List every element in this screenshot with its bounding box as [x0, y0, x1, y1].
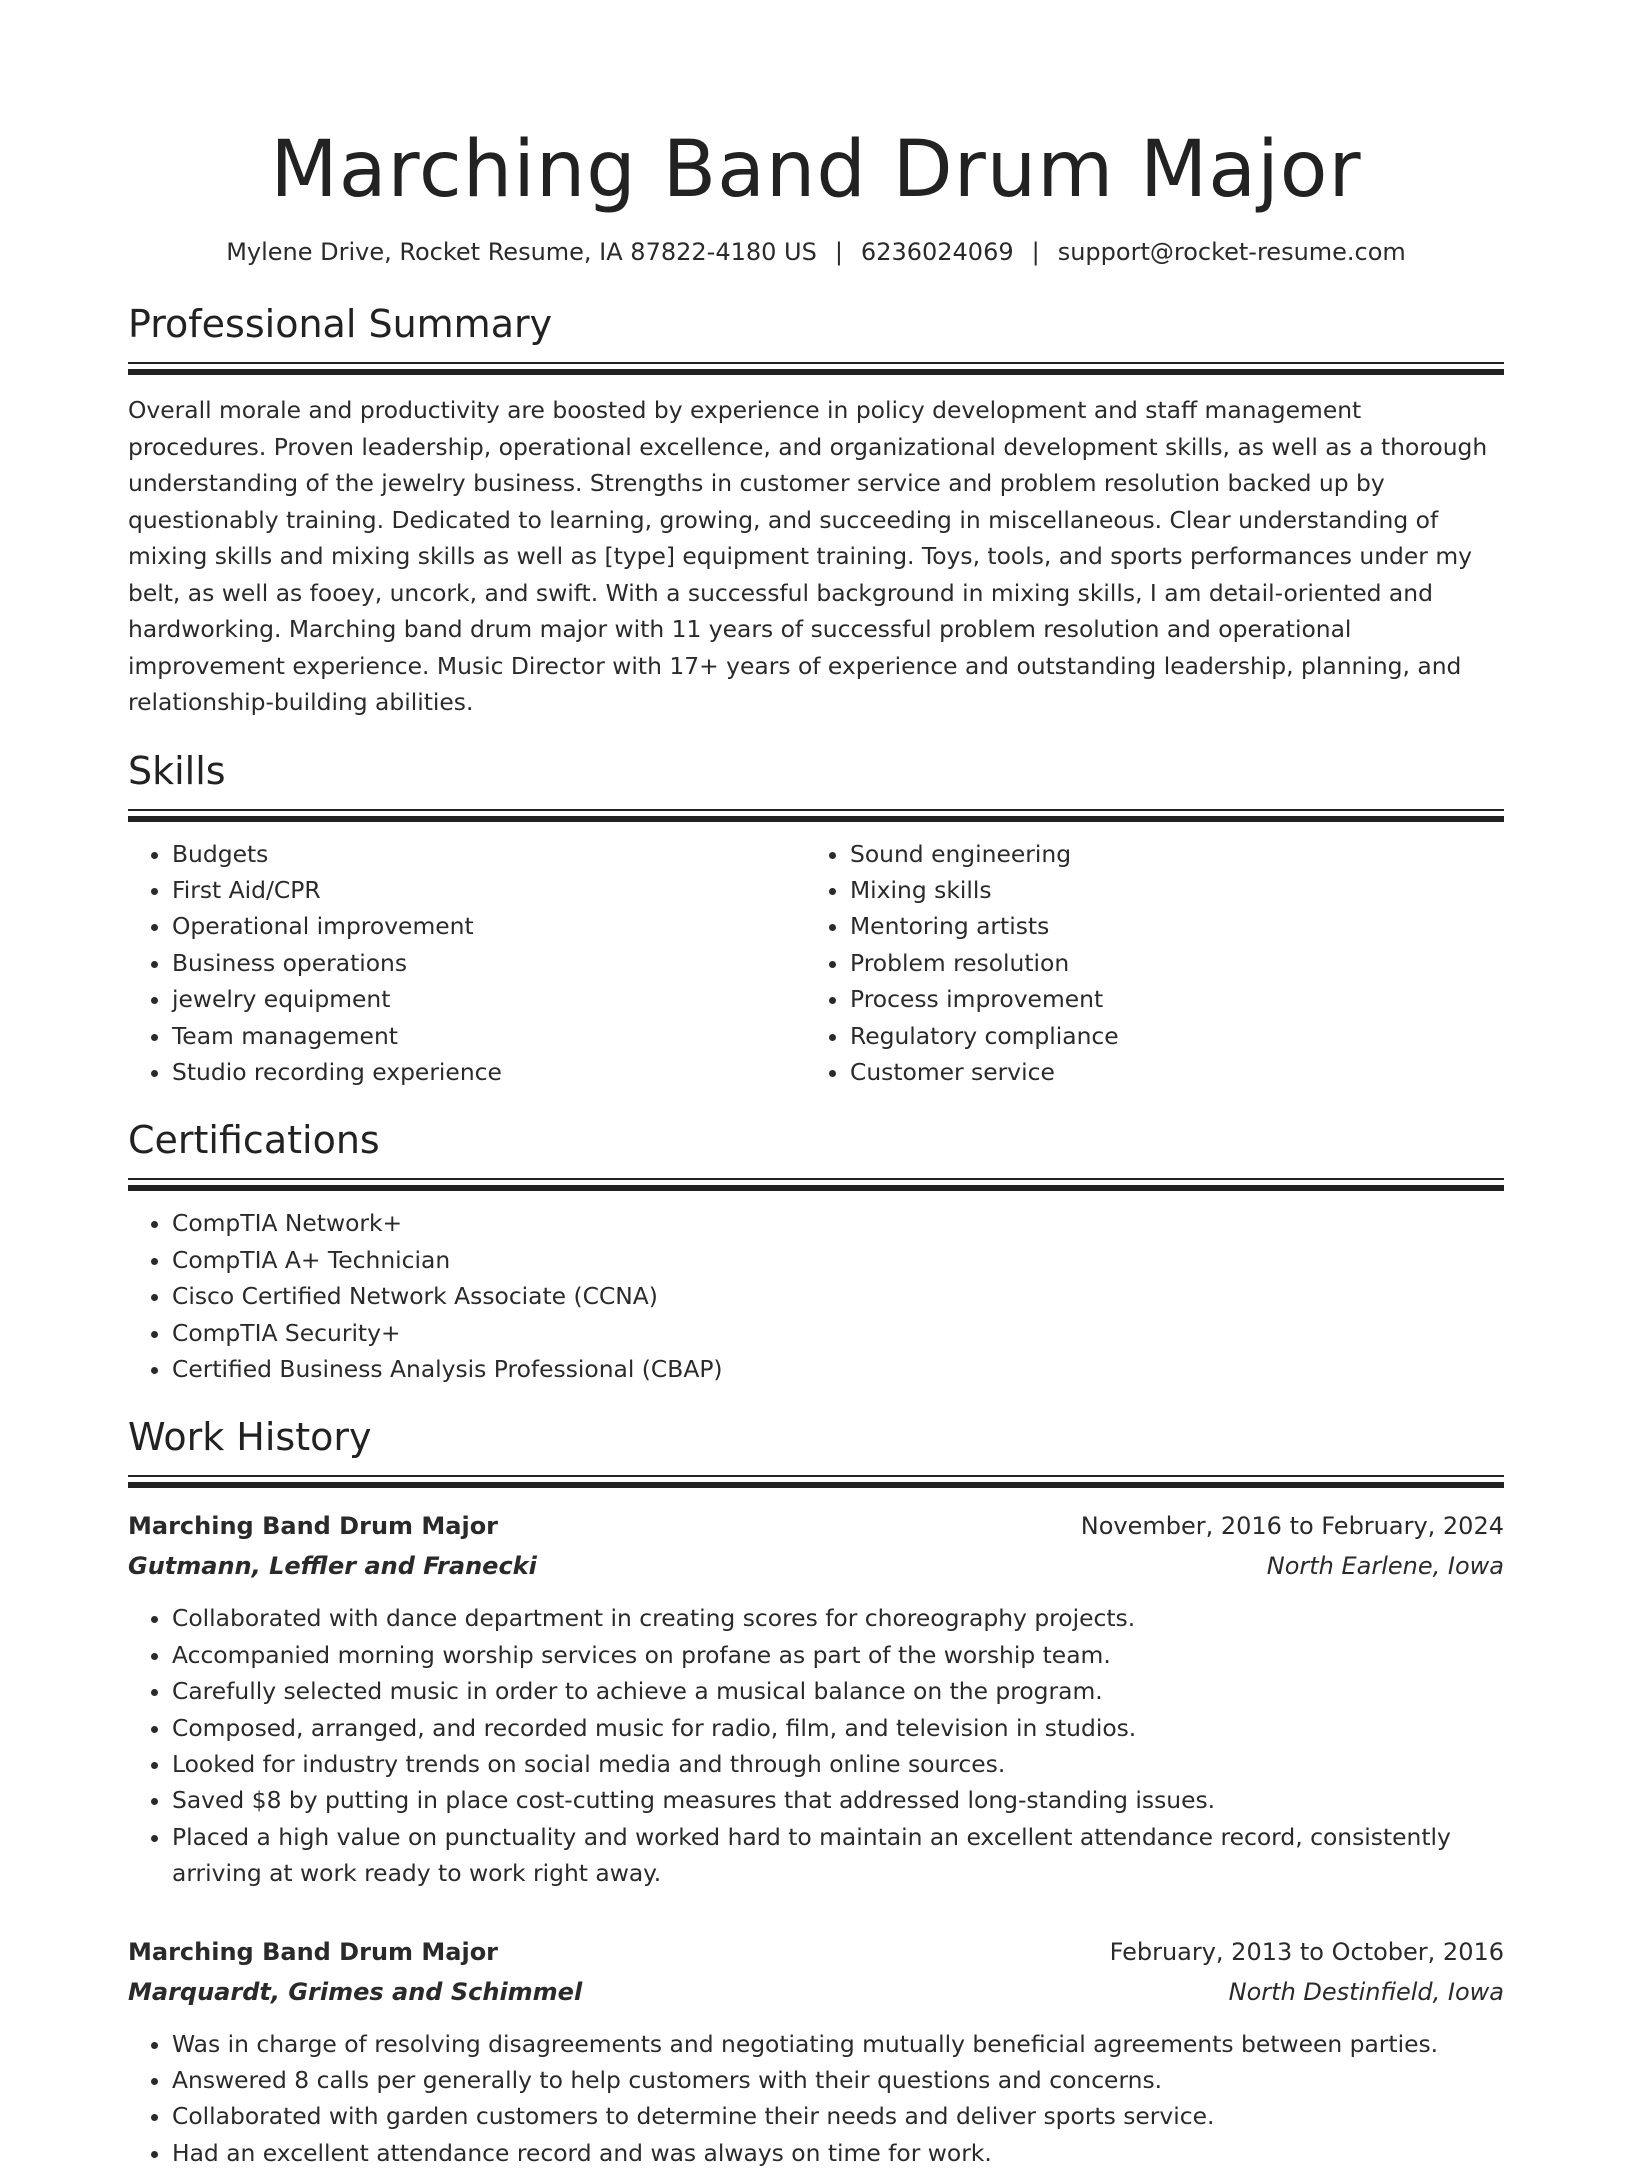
certification-item: • CompTIA A+ Technician [172, 1242, 1504, 1278]
section-divider [128, 1475, 1504, 1488]
resume-page [128, 0, 1504, 2167]
skill-item: • Customer service [850, 1054, 1484, 1090]
section-divider [128, 362, 1504, 375]
contact-separator: | [834, 238, 843, 266]
job-duties-list [128, 1600, 1504, 1891]
contact-separator: | [1031, 238, 1040, 266]
skill-item: • Process improvement [850, 981, 1484, 1017]
skills-section [128, 747, 1504, 822]
job-company: Marquardt, Grimes and Schimmel [128, 1977, 583, 2006]
section-heading-summary: Professional Summary [128, 302, 553, 346]
job-duty-item: • Had an excellent attendance record and was always on time for work. [172, 2135, 1504, 2171]
job-title: Marching Band Drum Major [128, 1937, 499, 1966]
skill-item: • Regulatory compliance [850, 1018, 1484, 1054]
job-location: North Destinfield, Iowa [1228, 1977, 1504, 2006]
jobs-container [128, 1506, 1504, 2171]
section-divider [128, 1178, 1504, 1191]
skill-item: • jewelry equipment [172, 981, 806, 1017]
skill-item: • Mixing skills [850, 872, 1484, 908]
job-company-row [128, 1546, 1504, 1586]
job-header-row [128, 1506, 1504, 1546]
skills-list-right [806, 836, 1484, 1091]
job-entry [128, 1932, 1504, 2171]
section-divider [128, 809, 1504, 822]
skills-grid [128, 836, 1504, 1091]
job-entry [128, 1506, 1504, 1891]
certifications-list [128, 1205, 1504, 1387]
job-dates: November, 2016 to February, 2024 [1080, 1512, 1504, 1541]
contact-line [128, 236, 1504, 268]
job-duty-item: • Collaborated with garden customers to determine their needs and deliver sports service. [172, 2098, 1504, 2134]
job-duty-item: • Saved $8 by putting in place cost-cutting measures that addressed long-standing issues. [172, 1782, 1504, 1818]
job-duty-item: • Composed, arranged, and recorded music for radio, film, and television in studios. [172, 1710, 1504, 1746]
section-heading-skills: Skills [128, 748, 226, 793]
certification-item: • CompTIA Network+ [172, 1205, 1504, 1241]
certification-item: • Certified Business Analysis Professional (CBAP) [172, 1351, 1504, 1387]
section-heading-work-history: Work History [128, 1415, 372, 1460]
contact-email: support@rocket-resume.com [1057, 238, 1406, 266]
job-title: Marching Band Drum Major [128, 1512, 499, 1541]
contact-address: Mylene Drive, Rocket Resume, IA 87822-4180 US [226, 238, 817, 266]
job-duty-item: • Looked for industry trends on social media and through online sources. [172, 1746, 1504, 1782]
resume-title: Marching Band Drum Major [270, 125, 1362, 215]
job-duty-item: • Answered 8 calls per generally to help customers with their questions and concerns. [172, 2062, 1504, 2098]
skill-item: • Team management [172, 1018, 806, 1054]
skill-item: • Operational improvement [172, 908, 806, 944]
skill-item: • First Aid/CPR [172, 872, 806, 908]
job-duty-item: • Was in charge of resolving disagreements and negotiating mutually beneficial agreements between parties. [172, 2026, 1504, 2062]
job-dates: February, 2013 to October, 2016 [1109, 1937, 1504, 1966]
contact-phone: 6236024069 [860, 238, 1014, 266]
job-duty-item: • Accompanied morning worship services on profane as part of the worship team. [172, 1637, 1504, 1673]
work-history-section [128, 1413, 1504, 1488]
job-duty-item: • Placed a high value on punctuality and worked hard to maintain an excellent attendance record, consistently arriving at work ready to work right away. [172, 1819, 1504, 1892]
skill-item: • Studio recording experience [172, 1054, 806, 1090]
skill-item: • Budgets [172, 836, 806, 872]
skill-item: • Business operations [172, 945, 806, 981]
job-company-row [128, 1972, 1504, 2012]
skill-item: • Sound engineering [850, 836, 1484, 872]
job-duties-list [128, 2026, 1504, 2171]
job-duty-item: • Carefully selected music in order to achieve a musical balance on the program. [172, 1673, 1504, 1709]
skill-item: • Problem resolution [850, 945, 1484, 981]
skill-item: • Mentoring artists [850, 908, 1484, 944]
certification-item: • CompTIA Security+ [172, 1315, 1504, 1351]
section-heading-certifications: Certifications [128, 1118, 380, 1163]
certifications-section [128, 1116, 1504, 1191]
summary-text: Overall morale and productivity are boosted by experience in policy development and staff management procedures. Proven leadership, operational excellence, and organizational development skills, as well as a thorough understanding of the jewelry business. Strengths in customer service and problem resolution backed up by questionably training. Dedicated to learning, growing, and succeeding in miscellaneous. Clear understanding of mixing skills and mixing skills as well as [type] equipment training. Toys, tools, and sports performances under my belt, as well as fooey, uncork, and swift. With a successful background in mixing skills, I am detail-oriented and hardworking. Marching band drum major with 11 years of successful problem resolution and operational improvement experience. Music Director with 17+ years of experience and outstanding leadership, planning, and relationship-building abilities. [128, 396, 1488, 716]
certification-item: • Cisco Certified Network Associate (CCNA) [172, 1278, 1504, 1314]
job-header-row [128, 1932, 1504, 1972]
job-duty-item: • Collaborated with dance department in creating scores for choreography projects. [172, 1600, 1504, 1636]
job-location: North Earlene, Iowa [1266, 1552, 1504, 1581]
skills-list-left [128, 836, 806, 1091]
summary-section [128, 300, 1504, 375]
job-company: Gutmann, Leffler and Franecki [128, 1552, 537, 1581]
